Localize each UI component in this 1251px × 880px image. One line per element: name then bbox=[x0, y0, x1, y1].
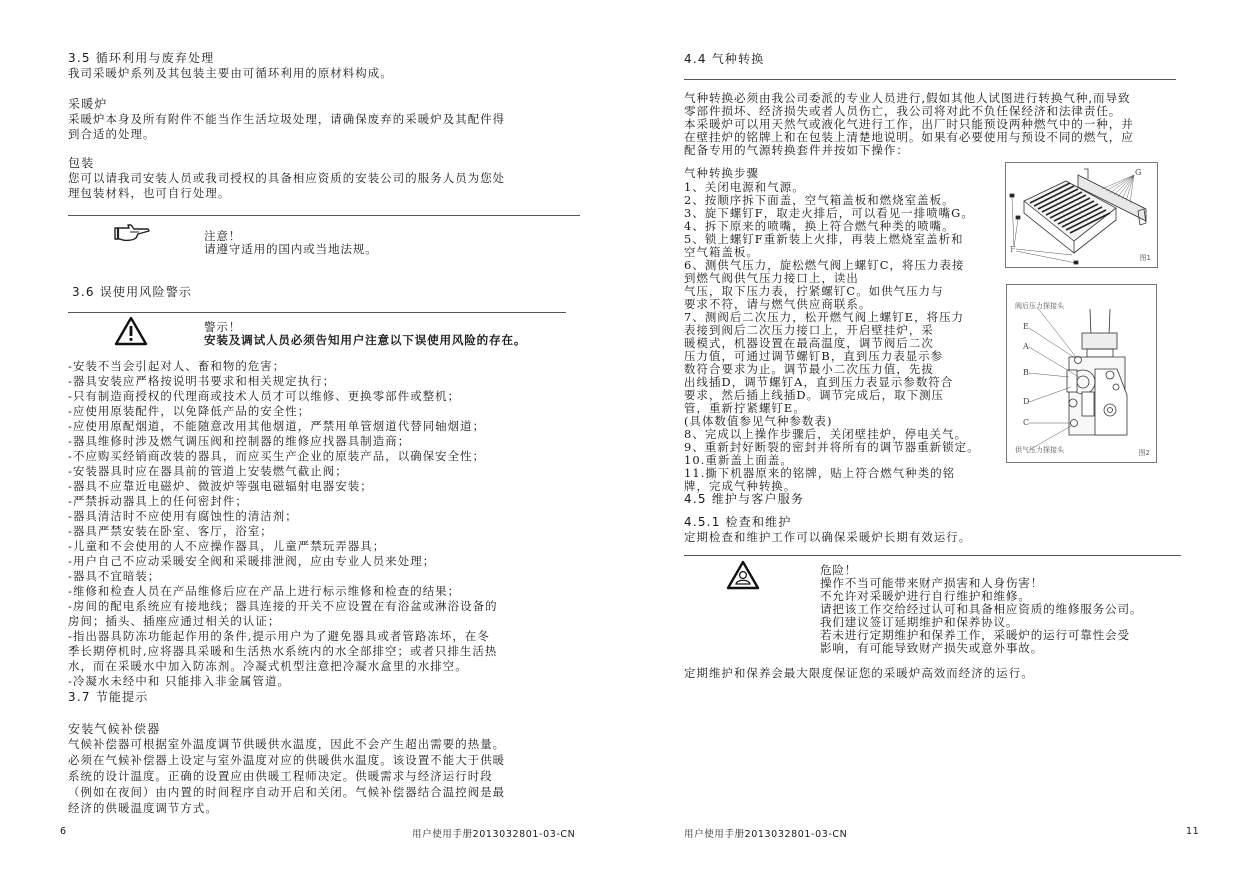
label-f: F bbox=[1010, 245, 1016, 254]
boiler-text-line: 到合适的处理。 bbox=[68, 127, 156, 141]
risk-item: -器具清洁时不应使用有腐蚀性的清洁剂； bbox=[68, 509, 298, 523]
danger-line: 操作不当可能带来财产损害和人身伤害！ bbox=[820, 576, 1044, 590]
label-b: B bbox=[1023, 368, 1029, 377]
step-line: 暖模式，机器设置在最高温度，调节阀后二次 bbox=[684, 336, 934, 350]
risk-item: -冷凝水未经中和 只能排入非金属管道。 bbox=[68, 674, 291, 688]
section-3-5-title: 3.5 循环利用与废弃处理 bbox=[68, 51, 215, 65]
risk-item: -用户自己不应动采暖安全阀和采暖排泄阀，应由专业人员来处理； bbox=[68, 554, 436, 568]
boiler-text-line: 采暖炉本身及所有附件不能当作生活垃圾处理，请确保废弃的采暖炉及其配件得 bbox=[68, 112, 506, 126]
step-line: 10.重新盖上面盖。 bbox=[684, 453, 793, 467]
section-3-6-title: 3.6 误使用风险警示 bbox=[72, 285, 193, 299]
danger-person-triangle-icon bbox=[726, 560, 760, 594]
figure-1-burner bbox=[1005, 162, 1158, 268]
gas-conversion-intro-line: 本采暖炉可以用天然气或液化气进行工作，出厂时只能预设两种燃气中的一种，并 bbox=[684, 117, 1134, 131]
step-line: 表接到阀后二次压力接口上，开启壁挂炉，采 bbox=[684, 323, 934, 337]
step-line: 要求，然后插上线插D。调节完成后，取下测压 bbox=[684, 388, 945, 402]
inlet-pressure-port-label: 供气压力探接头 bbox=[1015, 446, 1064, 454]
step-line: 出线插D，调节螺钉A，直到压力表显示参数符合 bbox=[684, 375, 954, 389]
step-line: 5、锁上螺钉F重新装上火排，再装上燃烧室盖析和 bbox=[684, 232, 964, 246]
risk-item: -应使用原配烟道，不能随意改用其他烟道，严禁用单管烟道代替同轴烟道； bbox=[68, 419, 486, 433]
warning-title: 警示！ bbox=[204, 320, 242, 334]
notice-text: 请遵守适用的国内或当地法规。 bbox=[204, 242, 378, 256]
step-line: 2、按顺序拆下面盖，空气箱盖板和燃烧室盖板。 bbox=[684, 193, 955, 207]
divider bbox=[684, 555, 1181, 556]
section-4-4-title: 4.4 气种转换 bbox=[684, 52, 765, 66]
left-page bbox=[60, 0, 580, 880]
steps-heading: 气种转换步骤 bbox=[684, 166, 759, 180]
divider bbox=[68, 312, 566, 313]
step-line: 3、旋下螺钉F，取走火排后，可以看见一排喷嘴G。 bbox=[684, 206, 974, 220]
section-3-5-intro: 我司采暖炉系列及其包装主要由可循环利用的原材料构成。 bbox=[68, 66, 393, 80]
gas-conversion-intro-line: 在壁挂炉的铭牌上和在包装上清楚地说明。如果有必要使用与预设不同的燃气，应 bbox=[684, 130, 1134, 144]
danger-line: 影响，有可能导致财产损失或意外事故。 bbox=[820, 641, 1044, 655]
risk-item: -指出器具防冻功能起作用的条件,提示用户为了避免器具或者管路冻坏，在冬 bbox=[68, 629, 490, 643]
risk-item: -房间的配电系统应有接地线；器具连接的开关不应设置在有浴盆或淋浴设备的 bbox=[68, 599, 498, 613]
gas-conversion-intro-line: 配备专用的气源转换套件并按如下操作： bbox=[684, 143, 909, 157]
risk-item: -安装不当会引起对人、畜和物的危害； bbox=[68, 359, 286, 373]
label-e: E bbox=[1023, 322, 1029, 331]
section-3-7-title: 3.7 节能提示 bbox=[68, 690, 149, 704]
step-line: 11.撕下机器原来的铭牌，贴上符合燃气种类的铭 bbox=[684, 466, 956, 480]
label-c: C bbox=[1023, 418, 1030, 427]
step-line: 数符合要求为止。调节最小二次压力值，先拔 bbox=[684, 362, 934, 376]
packaging-text-line: 理包装材料，也可自行处理。 bbox=[68, 186, 231, 200]
risk-item: -器具严禁安装在卧室、客厅，浴室； bbox=[68, 524, 273, 538]
risk-item: 房间；插头、插座应通过相关的认证； bbox=[68, 614, 281, 628]
danger-line: 请把该工作交给经过认可和具备相应资质的维修服务公司。 bbox=[820, 602, 1143, 616]
warning-triangle-icon bbox=[114, 316, 148, 350]
risk-item: -不应购买经销商改装的器具，而应买生产企业的原装产品，以确保安全性； bbox=[68, 449, 486, 463]
label-g: G bbox=[1135, 168, 1142, 177]
divider bbox=[684, 79, 1176, 80]
step-line: 6、测供气压力，旋松燃气阀上螺钉C，将压力表接 bbox=[684, 258, 965, 272]
pointing-hand-icon bbox=[112, 222, 152, 248]
divider bbox=[68, 215, 580, 216]
label-d: D bbox=[1023, 397, 1030, 406]
boiler-heading: 采暖炉 bbox=[68, 97, 108, 111]
page-number: 11 bbox=[1186, 826, 1200, 837]
energy-text-line: （例如在夜间）由内置的时间程序自动开启和关闭。气候补偿器结合温控阀是最 bbox=[68, 785, 506, 799]
danger-line: 若未进行定期维护和保养工作，采暖炉的运行可靠性会受 bbox=[820, 628, 1130, 642]
step-line: 1、关闭电源和气源。 bbox=[684, 180, 805, 194]
section-4-5-1-title: 4.5.1 检查和维护 bbox=[684, 515, 792, 529]
risk-item: -只有制造商授权的代理商或技术人员才可以维修、更换零部件或整机； bbox=[68, 389, 461, 403]
risk-item: -严禁拆动器具上的任何密封件； bbox=[68, 494, 248, 508]
notice-title: 注意！ bbox=[204, 229, 242, 243]
figure-2-caption: 图2 bbox=[1138, 449, 1150, 457]
step-line: 压力值，可通过调节螺钉B，直到压力表显示参 bbox=[684, 349, 944, 363]
climate-compensator-heading: 安装气候补偿器 bbox=[68, 722, 161, 736]
risk-item: -应使用原装配件，以免降低产品的安全性； bbox=[68, 404, 311, 418]
step-line: 牌，完成气种转换。 bbox=[684, 479, 797, 493]
gas-valve-diagram-icon bbox=[1007, 285, 1156, 462]
step-line: 气压，取下压力表，拧紧螺钉C。如供气压力与 bbox=[684, 284, 944, 298]
step-line: 4、拆下原来的喷嘴，换上符合燃气种类的喷嘴。 bbox=[684, 219, 955, 233]
maintenance-closing: 定期维护和保养会最大限度保证您的采暖炉高效而经济的运行。 bbox=[684, 666, 1034, 680]
section-4-5-title: 4.5 维护与客户服务 bbox=[684, 492, 805, 506]
gas-conversion-intro-line: 气种转换必须由我公司委派的专业人员进行,假如其他人试图进行转换气种,而导致 bbox=[684, 91, 1131, 105]
energy-text-line: 经济的供暖温度调节方式。 bbox=[68, 801, 218, 815]
risk-item: -安装器具时应在器具前的管道上安装燃气截止阀； bbox=[68, 464, 348, 478]
energy-text-line: 系统的设计温度。正确的设置应由供暖工程师决定。供暖需求与经济运行时段 bbox=[68, 769, 493, 783]
maintenance-intro: 定期检查和维护工作可以确保采暖炉长期有效运行。 bbox=[684, 530, 972, 544]
step-line: 管，重新拧紧螺钉E。 bbox=[684, 401, 806, 415]
risk-item: -器具维修时涉及燃气调压阀和控制器的维修应找器具制造商； bbox=[68, 434, 411, 448]
risk-item: -器具不宜暗装； bbox=[68, 569, 161, 583]
risk-item: -维修和检查人员在产品维修后应在产品上进行标示维修和检查的结果； bbox=[68, 584, 461, 598]
gas-conversion-intro-line: 零部件损坏、经济损失或者人员伤亡，我公司将对此不负任保经济和法律责任。 bbox=[684, 104, 1122, 118]
packaging-text-line: 您可以请我司安装人员或我司授权的具备相应资质的安装公司的服务人员为您处 bbox=[68, 171, 506, 185]
burner-diagram-icon bbox=[1006, 163, 1157, 267]
risk-item: -器具安装应严格按说明书要求和相关规定执行； bbox=[68, 374, 336, 388]
danger-line: 不允许对采暖炉进行自行维护和维修。 bbox=[820, 589, 1031, 603]
step-line: 7、测阀后二次压力，松开燃气阀上螺钉E，将压力 bbox=[684, 310, 965, 324]
risk-item: 水，而在采暖水中加入防冻剂。冷凝式机型注意把冷凝水盒里的水排空。 bbox=[68, 659, 468, 673]
risk-item: -儿童和不会使用的人不应操作器具，儿童严禁玩弄器具； bbox=[68, 539, 386, 553]
step-line: (具体数值参见气种参数表) bbox=[684, 414, 833, 428]
danger-line: 危险！ bbox=[820, 563, 858, 577]
danger-line: 我们建议签订延期维护和保养协议。 bbox=[820, 615, 1019, 629]
doc-id: 用户使用手册2013032801-03-CN bbox=[684, 829, 848, 840]
step-line: 空气箱盖板。 bbox=[684, 245, 759, 259]
step-line: 8、完成以上操作步骤后，关闭壁挂炉，停电关气。 bbox=[684, 427, 968, 441]
risk-item: 季长期停机时,应将器具采暖和生活热水系统内的水全部排空；或者只排生活热 bbox=[68, 644, 498, 658]
packaging-heading: 包装 bbox=[68, 156, 95, 170]
energy-text-line: 气候补偿器可根据室外温度调节供暖供水温度，因此不会产生超出需要的热量。 bbox=[68, 737, 506, 751]
step-line: 到燃气阀供气压力接口上，读出 bbox=[684, 271, 859, 285]
doc-id: 用户使用手册2013032801-03-CN bbox=[412, 829, 576, 840]
page-number: 6 bbox=[60, 826, 67, 837]
outlet-pressure-port-label: 阀后压力探接头 bbox=[1015, 302, 1064, 310]
figure-1-caption: 图1 bbox=[1139, 254, 1151, 262]
warning-text: 安装及调试人员必须告知用户注意以下误使用风险的存在。 bbox=[204, 333, 527, 347]
right-page bbox=[684, 0, 1200, 880]
step-line: 9、重新封好断裂的密封并将所有的调节器重新锁定。 bbox=[684, 440, 980, 454]
energy-text-line: 必须在气候补偿器上设定与室外温度对应的供暖供水温度。该设置不能大于供暖 bbox=[68, 753, 506, 767]
step-line: 要求不符，请与燃气供应商联系。 bbox=[684, 297, 872, 311]
figure-2-gas-valve bbox=[1006, 284, 1157, 463]
risk-item: -器具不应靠近电磁炉、微波炉等强电磁辐射电器安装； bbox=[68, 479, 373, 493]
label-a: A bbox=[1023, 342, 1029, 351]
